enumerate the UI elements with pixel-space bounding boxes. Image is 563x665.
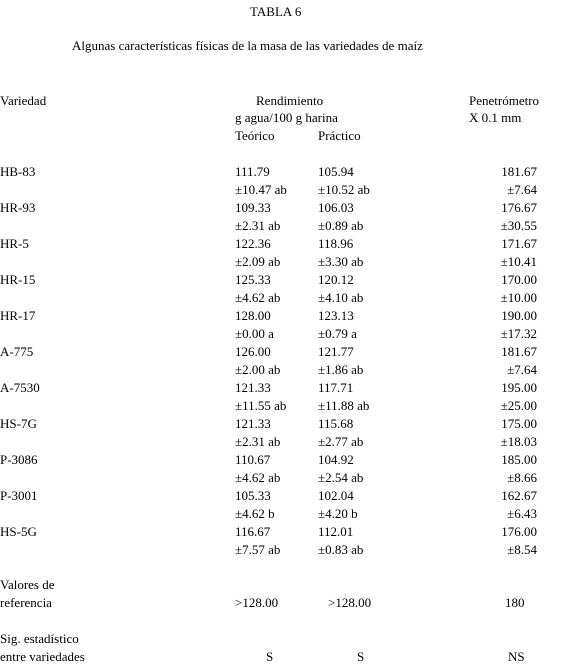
practico-sd: ±0.83 ab: [318, 542, 364, 557]
header-penetrometro: Penetrómetro: [469, 93, 540, 108]
teorico-value: 121.33: [235, 416, 271, 431]
penetrometro-value: 195.00: [501, 380, 537, 395]
variety-name: HB-83: [0, 164, 36, 179]
teorico-value: 121.33: [235, 380, 271, 395]
penetrometro-value: 175.00: [501, 416, 537, 431]
header-teorico: Teórico: [235, 128, 275, 143]
practico-sd: ±2.54 ab: [318, 470, 364, 485]
teorico-value: 125.33: [235, 272, 271, 287]
penetrometro-value: 176.00: [501, 524, 537, 539]
significance-teorico: S: [266, 649, 274, 664]
variety-name: HS-5G: [0, 524, 37, 539]
penetrometro-sd: ±8.66: [507, 470, 537, 485]
practico-sd: ±2.77 ab: [318, 434, 364, 449]
significance-penetrometro: NS: [508, 649, 525, 664]
practico-value: 112.01: [318, 524, 354, 539]
table-title: TABLA 6: [250, 4, 302, 19]
reference-label-1: Valores de: [0, 577, 55, 592]
teorico-value: 111.79: [235, 164, 270, 179]
practico-sd: ±0.79 a: [318, 326, 357, 341]
header-rendimiento-unit: g agua/100 g harina: [235, 110, 338, 125]
teorico-sd: ±2.31 ab: [235, 434, 281, 449]
variety-name: HR-17: [0, 308, 36, 323]
header-rendimiento: Rendimiento: [256, 93, 324, 108]
variety-name: HR-93: [0, 200, 36, 215]
header-penetrometro-unit: X 0.1 mm: [469, 110, 522, 125]
practico-sd: ±10.52 ab: [318, 182, 370, 197]
practico-value: 106.03: [318, 200, 354, 215]
penetrometro-sd: ±7.64: [507, 182, 537, 197]
teorico-sd: ±10.47 ab: [235, 182, 287, 197]
practico-value: 118.96: [318, 236, 354, 251]
penetrometro-sd: ±10.00: [500, 290, 537, 305]
penetrometro-value: 171.67: [501, 236, 537, 251]
practico-value: 105.94: [318, 164, 354, 179]
significance-label-1: Sig. estadístico: [0, 631, 79, 646]
teorico-sd: ±4.62 ab: [235, 470, 281, 485]
significance-label-2: entre variedades: [0, 649, 85, 664]
variety-name: HS-7G: [0, 416, 37, 431]
practico-sd: ±3.30 ab: [318, 254, 364, 269]
teorico-value: 128.00: [235, 308, 271, 323]
penetrometro-sd: ±8.54: [507, 542, 537, 557]
variety-name: P-3001: [0, 488, 38, 503]
penetrometro-value: 181.67: [501, 344, 537, 359]
penetrometro-sd: ±7.64: [507, 362, 537, 377]
variety-name: A-7530: [0, 380, 40, 395]
variety-name: A-775: [0, 344, 34, 359]
teorico-sd: ±2.00 ab: [235, 362, 281, 377]
teorico-sd: ±7.57 ab: [235, 542, 281, 557]
teorico-sd: ±2.09 ab: [235, 254, 281, 269]
practico-value: 102.04: [318, 488, 354, 503]
practico-value: 123.13: [318, 308, 354, 323]
penetrometro-value: 170.00: [501, 272, 537, 287]
penetrometro-value: 190.00: [501, 308, 537, 323]
practico-sd: ±4.10 ab: [318, 290, 364, 305]
teorico-value: 105.33: [235, 488, 271, 503]
practico-value: 115.68: [318, 416, 354, 431]
teorico-sd: ±11.55 ab: [235, 398, 287, 413]
teorico-sd: ±4.62 ab: [235, 290, 281, 305]
penetrometro-sd: ±30.55: [500, 218, 537, 233]
variety-name: P-3086: [0, 452, 38, 467]
penetrometro-sd: ±18.03: [500, 434, 537, 449]
practico-sd: ±1.86 ab: [318, 362, 364, 377]
penetrometro-sd: ±17.32: [500, 326, 537, 341]
variety-name: HR-5: [0, 236, 29, 251]
header-practico: Práctico: [318, 128, 361, 143]
reference-penetrometro: 180: [505, 595, 525, 610]
penetrometro-value: 162.67: [501, 488, 537, 503]
practico-value: 104.92: [318, 452, 354, 467]
penetrometro-value: 181.67: [501, 164, 537, 179]
teorico-value: 109.33: [235, 200, 271, 215]
practico-value: 121.77: [318, 344, 354, 359]
practico-value: 120.12: [318, 272, 354, 287]
teorico-value: 126.00: [235, 344, 271, 359]
reference-practico: >128.00: [328, 595, 372, 610]
penetrometro-sd: ±10.41: [500, 254, 537, 269]
practico-sd: ±0.89 ab: [318, 218, 364, 233]
teorico-sd: ±2.31 ab: [235, 218, 281, 233]
teorico-sd: ±0.00 a: [235, 326, 274, 341]
penetrometro-sd: ±25.00: [500, 398, 537, 413]
table-subtitle: Algunas características físicas de la masa de las variedades de maíz: [72, 38, 423, 53]
practico-sd: ±4.20 b: [318, 506, 358, 521]
header-variedad: Variedad: [0, 93, 47, 108]
practico-sd: ±11.88 ab: [318, 398, 370, 413]
practico-value: 117.71: [318, 380, 354, 395]
reference-teorico: >128.00: [235, 595, 279, 610]
teorico-value: 122.36: [235, 236, 271, 251]
penetrometro-value: 176.67: [501, 200, 537, 215]
penetrometro-value: 185.00: [501, 452, 537, 467]
significance-practico: S: [357, 649, 365, 664]
reference-label-2: referencia: [0, 595, 52, 610]
teorico-value: 110.67: [235, 452, 271, 467]
penetrometro-sd: ±6.43: [507, 506, 537, 521]
teorico-sd: ±4.62 b: [235, 506, 275, 521]
teorico-value: 116.67: [235, 524, 271, 539]
variety-name: HR-15: [0, 272, 36, 287]
